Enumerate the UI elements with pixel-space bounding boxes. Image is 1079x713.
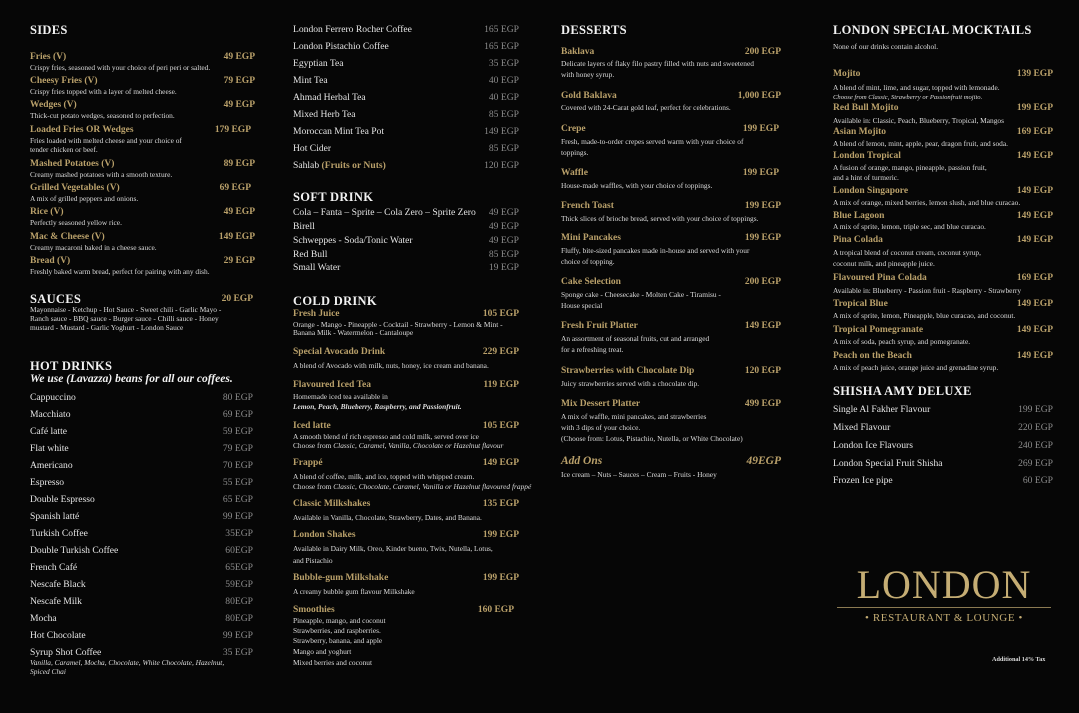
item-price: 149 EGP: [1016, 151, 1053, 161]
item-name: Cheesy Fries (V): [30, 76, 98, 86]
item-name: London Singapore: [833, 186, 909, 196]
drink-name: Macchiato: [30, 409, 71, 420]
shisha-name: London Special Fruit Shisha: [833, 458, 943, 469]
item-name: Fresh Juice: [293, 309, 340, 319]
drink-price: 80 EGP: [222, 392, 253, 403]
item-description: A blend of Avocado with milk, nuts, honey, ice cream and banana.: [293, 361, 489, 370]
drink-price: 59 EGP: [222, 426, 253, 437]
drink-name: Flat white: [30, 443, 69, 454]
item-price: 79 EGP: [223, 76, 255, 86]
smoothie-option: Strawberries, and raspberries.: [293, 626, 381, 635]
item-description: Orange - Mango - Pineapple - Cocktail - Strawberry - Lemon & Mint -: [293, 320, 503, 329]
drink-price: 49 EGP: [488, 207, 519, 218]
item-price: 149 EGP: [1016, 186, 1053, 196]
item-description: Fresh, made-to-order crepes served warm with your choice of: [561, 137, 744, 146]
item-description: A fusion of orange, mango, pineapple, passion fruit,: [833, 163, 987, 172]
item-description: Available in: Classic, Peach, Blueberry, Tropical, Mangos: [833, 116, 1004, 125]
item-description: toppings.: [561, 148, 589, 157]
syrup-flavours: Vanilla, Caramel, Mocha, Chocolate, White Chocolate, Hazelnut,: [30, 658, 225, 667]
item-name: Loaded Fries OR Wedges: [30, 125, 134, 135]
shisha-name: Frozen Ice pipe: [833, 475, 893, 486]
shisha-price: 240 EGP: [1018, 440, 1053, 451]
hot-drinks-subtitle: We use (Lavazza) beans for all our coffees.: [30, 373, 233, 385]
item-description: A mix of waffle, mini pancakes, and strawberries: [561, 412, 707, 421]
item-description: Fries loaded with melted cheese and your choice of: [30, 136, 182, 145]
smoothie-option: Pineapple, mango, and coconut: [293, 616, 386, 625]
drink-name: [293, 160, 386, 171]
drink-price: 55 EGP: [222, 477, 253, 488]
drink-name: Cola – Fanta – Sprite – Cola Zero – Sprite Zero: [293, 207, 476, 218]
item-name: Frappé: [293, 458, 323, 468]
item-price: 120 EGP: [744, 366, 781, 376]
drink-price: 165 EGP: [484, 24, 519, 35]
item-name: Pina Colada: [833, 235, 883, 245]
sauces-list: Ranch sauce - BBQ sauce - Burger sauce - Chilli sauce - Honey: [30, 314, 219, 323]
drink-price: 85 EGP: [488, 109, 519, 120]
item-description: Thick-cut potato wedges, seasoned to perfection.: [30, 111, 175, 120]
item-price: 179 EGP: [214, 125, 251, 135]
drink-price: 49 EGP: [488, 235, 519, 246]
item-description: Thick slices of brioche bread, served with your choice of toppings.: [561, 214, 759, 223]
drink-name: Double Espresso: [30, 494, 95, 505]
item-description: A mix of soda, peach syrup, and pomegranate.: [833, 337, 971, 346]
drink-price: 80EGP: [225, 596, 253, 607]
item-price: 69 EGP: [219, 183, 251, 193]
drink-price: 40 EGP: [488, 75, 519, 86]
drink-name: Americano: [30, 460, 73, 471]
smoothie-option: Mango and yoghurt: [293, 647, 352, 656]
drink-price: 49 EGP: [488, 221, 519, 232]
item-name: Bread (V): [30, 256, 71, 266]
drink-price: 99 EGP: [222, 630, 253, 641]
drink-price: 69 EGP: [222, 409, 253, 420]
restaurant-logo: [833, 563, 1055, 624]
drink-name: Red Bull: [293, 249, 328, 260]
item-name: Fries (V): [30, 52, 67, 62]
choose-label: Choose from: [293, 482, 334, 491]
item-price: 199 EGP: [1016, 103, 1053, 113]
item-name: Special Avocado Drink: [293, 347, 386, 357]
drink-price: 149 EGP: [484, 126, 519, 137]
item-description: Juicy strawberries served with a chocolate dip.: [561, 379, 700, 388]
shisha-name: Mixed Flavour: [833, 422, 891, 433]
item-price: 199 EGP: [482, 573, 519, 583]
item-price: 119 EGP: [483, 380, 519, 390]
drink-price: 40 EGP: [488, 92, 519, 103]
drink-price: 65 EGP: [222, 494, 253, 505]
item-description: A mix of peach juice, orange juice and grenadine syrup.: [833, 363, 999, 372]
item-name: Asian Mojito: [833, 127, 887, 137]
drink-name: Café latte: [30, 426, 68, 437]
item-description: A mix of grilled peppers and onions.: [30, 194, 139, 203]
item-flavours: [293, 482, 531, 492]
drink-name: Turkish Coffee: [30, 528, 88, 539]
smoothie-option: Mixed berries and coconut: [293, 658, 373, 667]
add-ons-price: 49EGP: [746, 455, 781, 467]
item-description: Freshly baked warm bread, perfect for pairing with any dish.: [30, 267, 210, 276]
item-name: Rice (V): [30, 207, 64, 217]
item-name: Mashed Potatoes (V): [30, 159, 115, 169]
item-name: Classic Milkshakes: [293, 499, 371, 509]
item-options: Choose from Classic, Strawberry or Passionfruit mojito.: [833, 94, 983, 101]
item-description: Homemade iced tea available in: [293, 392, 388, 401]
section-title-desserts: DESSERTS: [561, 23, 627, 37]
item-name: Tropical Pomegranate: [833, 325, 924, 335]
logo-wordmark: LONDON: [856, 562, 1032, 607]
drink-price: 60EGP: [225, 545, 253, 556]
drink-name: Double Turkish Coffee: [30, 545, 119, 556]
shisha-name: London Ice Flavours: [833, 440, 913, 451]
item-name: Fresh Fruit Platter: [561, 321, 638, 331]
drink-price: 99 EGP: [222, 511, 253, 522]
drink-name: Mint Tea: [293, 75, 328, 86]
item-description: House special: [561, 301, 603, 310]
drink-price: 70 EGP: [222, 460, 253, 471]
item-name: Baklava: [561, 47, 595, 57]
item-price: 149 EGP: [218, 232, 255, 242]
flavour-options: Classic, Chocolate, Caramel, Vanilla or Hazelnut flavoured frappé: [333, 482, 532, 491]
add-ons-list: Ice cream – Nuts – Sauces – Cream – Fruits - Honey: [561, 470, 717, 479]
item-description: coconut milk, and pineapple juice.: [833, 259, 935, 268]
item-name: Gold Baklava: [561, 91, 617, 101]
drink-name: Espresso: [30, 477, 65, 488]
item-price: 199 EGP: [742, 168, 779, 178]
item-name: Flavoured Iced Tea: [293, 380, 371, 390]
item-price: 149 EGP: [744, 321, 781, 331]
drink-name: London Ferrero Rocher Coffee: [293, 24, 412, 35]
item-name: Tropical Blue: [833, 299, 888, 309]
item-name: London Tropical: [833, 151, 901, 161]
item-name: Cake Selection: [561, 277, 621, 287]
item-price: 149 EGP: [1016, 299, 1053, 309]
section-title-soft-drink: SOFT DRINK: [293, 190, 374, 204]
item-description: for a refreshing treat.: [561, 345, 624, 354]
item-description: A mix of sprite, lemon, triple sec, and blue curacao.: [833, 222, 986, 231]
drink-price: 19 EGP: [488, 262, 519, 273]
drink-name: Small Water: [293, 262, 341, 273]
drink-price: 59EGP: [225, 579, 253, 590]
drink-price: 35 EGP: [222, 647, 253, 658]
item-price: 135 EGP: [482, 499, 519, 509]
sahlab-options: (Fruits or Nuts): [321, 160, 386, 171]
item-price: 149 EGP: [1016, 325, 1053, 335]
drink-price: 35 EGP: [488, 58, 519, 69]
item-price: 139 EGP: [1016, 69, 1053, 79]
item-price: 149 EGP: [1016, 351, 1053, 361]
item-name: French Toast: [561, 201, 614, 211]
item-price: 199 EGP: [744, 201, 781, 211]
sahlab-name: Sahlab: [293, 160, 322, 171]
sauces-list: Mayonnaise - Ketchup - Hot Sauce - Sweet chili - Garlic Mayo -: [30, 305, 222, 314]
item-price: 499 EGP: [744, 399, 781, 409]
drink-name: Mixed Herb Tea: [293, 109, 356, 120]
item-description: with 3 dips of your choice.: [561, 423, 641, 432]
shisha-price: 199 EGP: [1018, 404, 1053, 415]
item-name: Mini Pancakes: [561, 233, 621, 243]
item-description: Available in Vanilla, Chocolate, Strawberry, Dates, and Banana.: [293, 513, 482, 522]
item-price: 49 EGP: [223, 52, 255, 62]
item-description: choice of topping.: [561, 257, 615, 266]
drink-name: Moroccan Mint Tea Pot: [293, 126, 385, 137]
drink-name: Mocha: [30, 613, 57, 624]
drink-name: Birell: [293, 221, 315, 232]
item-price: 29 EGP: [223, 256, 255, 266]
syrup-flavours: Spiced Chai: [30, 667, 66, 676]
item-name: Mix Dessert Platter: [561, 399, 641, 409]
item-price: 200 EGP: [744, 47, 781, 57]
item-name: Red Bull Mojito: [833, 103, 899, 113]
item-name: London Shakes: [293, 530, 356, 540]
item-name: Mac & Cheese (V): [30, 232, 105, 242]
item-name: Peach on the Beach: [833, 351, 912, 361]
item-name: Crepe: [561, 124, 586, 134]
drink-price: 85 EGP: [488, 143, 519, 154]
shisha-price: 60 EGP: [1022, 475, 1053, 486]
item-description: and Pistachio: [293, 556, 333, 565]
item-description: A smooth blend of rich espresso and cold milk, served over ice: [293, 432, 479, 441]
item-price: 169 EGP: [1016, 273, 1053, 283]
drink-name: French Café: [30, 562, 78, 573]
drink-price: 79 EGP: [222, 443, 253, 454]
sauces-list: mustard - Mustard - Garlic Yoghurt - London Sauce: [30, 323, 184, 332]
item-price: 199 EGP: [482, 530, 519, 540]
item-name: Smoothies: [293, 605, 335, 615]
alcohol-note: None of our drinks contain alcohol.: [833, 42, 939, 51]
item-description: An assortment of seasonal fruits, cut and arranged: [561, 334, 710, 343]
drink-price: 35EGP: [225, 528, 253, 539]
item-description: Crispy fries topped with a layer of melted cheese.: [30, 87, 177, 96]
item-price: 105 EGP: [482, 309, 519, 319]
section-title-mocktails: LONDON SPECIAL MOCKTAILS: [833, 23, 1032, 37]
drink-name: Ahmad Herbal Tea: [293, 92, 366, 103]
item-description: Available in: Blueberry - Passion fruit - Raspberry - Strawberry: [833, 286, 1022, 295]
section-title-cold-drink: COLD DRINK: [293, 294, 377, 308]
drink-name: Hot Chocolate: [30, 630, 86, 641]
item-name: Blue Lagoon: [833, 211, 885, 221]
item-description: Covered with 24-Carat gold leaf, perfect for celebrations.: [561, 103, 731, 112]
item-price: 1,000 EGP: [737, 91, 781, 101]
item-name: Iced latte: [293, 421, 331, 431]
item-description: Available in Dairy Milk, Oreo, Kinder bueno, Twix, Nutella, Lotus,: [293, 544, 493, 553]
item-name: Bubble-gum Milkshake: [293, 573, 389, 583]
drink-name: Hot Cider: [293, 143, 332, 154]
drink-price: 165 EGP: [484, 41, 519, 52]
drink-name: Nescafe Black: [30, 579, 86, 590]
shisha-price: 220 EGP: [1018, 422, 1053, 433]
item-price: 199 EGP: [742, 124, 779, 134]
drink-price: 80EGP: [225, 613, 253, 624]
drink-name: London Pistachio Coffee: [293, 41, 389, 52]
item-name: Mojito: [833, 69, 861, 79]
item-price: 149 EGP: [1016, 211, 1053, 221]
smoothie-option: Strawberry, banana, and apple: [293, 636, 383, 645]
drink-name: Syrup Shot Coffee: [30, 647, 102, 658]
drink-name: Spanish latté: [30, 511, 80, 522]
item-description: A blend of lemon, mint, apple, pear, dragon fruit, and soda.: [833, 139, 1008, 148]
item-description: Perfectly seasoned yellow rice.: [30, 218, 122, 227]
item-price: 169 EGP: [1016, 127, 1053, 137]
item-description: Sponge cake - Cheesecake - Molten Cake - Tiramisu -: [561, 290, 721, 299]
choose-label: Choose from: [293, 441, 334, 450]
item-price: 149 EGP: [482, 458, 519, 468]
item-description: with honey syrup.: [561, 70, 615, 79]
item-price: 49 EGP: [223, 100, 255, 110]
item-description: A blend of coffee, milk, and ice, topped with whipped cream.: [293, 472, 475, 481]
drink-name: Nescafe Milk: [30, 596, 82, 607]
tax-note: Additional 14% Tax: [992, 656, 1046, 663]
item-name: Wedges (V): [30, 100, 77, 110]
drink-name: Egyptian Tea: [293, 58, 344, 69]
item-description: Creamy mashed potatoes with a smooth texture.: [30, 170, 173, 179]
item-price: 200 EGP: [744, 277, 781, 287]
drink-name: Cappuccino: [30, 392, 76, 403]
item-description: Fluffy, bite-sized pancakes made in-house and served with your: [561, 246, 750, 255]
shisha-price: 269 EGP: [1018, 458, 1053, 469]
item-price: 149 EGP: [1016, 235, 1053, 245]
item-price: 89 EGP: [223, 159, 255, 169]
item-description: A blend of mint, lime, and sugar, topped with lemonade.: [833, 83, 1000, 92]
item-name: Flavoured Pina Colada: [833, 273, 927, 283]
item-description: Crispy fries, seasoned with your choice of peri peri or salted.: [30, 63, 211, 72]
logo-tagline: • RESTAURANT & LOUNGE •: [865, 612, 1023, 624]
item-name: Waffle: [561, 168, 588, 178]
item-price: 199 EGP: [744, 233, 781, 243]
item-name: Grilled Vegetables (V): [30, 183, 120, 193]
item-description: tender chicken or beef.: [30, 145, 98, 154]
item-description: A mix of sprite, lemon, Pineapple, blue curacao, and coconut.: [833, 311, 1016, 320]
item-price: 229 EGP: [482, 347, 519, 357]
item-description: A creamy bubble gum flavour Milkshake: [293, 587, 415, 596]
item-name: Strawberries with Chocolate Dip: [561, 366, 695, 376]
drink-name: Schweppes - Soda/Tonic Water: [293, 235, 413, 246]
sauces-price: 20 EGP: [221, 294, 253, 304]
add-ons-title: Add Ons: [561, 455, 603, 467]
section-title-sides: SIDES: [30, 23, 68, 37]
logo-divider: [837, 607, 1051, 608]
section-title-hot-drinks: HOT DRINKS: [30, 359, 113, 373]
item-description: Creamy macaroni baked in a cheese sauce.: [30, 243, 157, 252]
item-description: Banana Milk - Watermelon - Cantaloupe: [293, 328, 414, 337]
drink-price: 85 EGP: [488, 249, 519, 260]
item-description: (Choose from: Lotus, Pistachio, Nutella, or White Chocolate): [561, 434, 743, 443]
section-title-shisha: SHISHA AMY DELUXE: [833, 384, 972, 398]
item-description: A tropical blend of coconut cream, coconut syrup,: [833, 248, 981, 257]
item-price: 105 EGP: [482, 421, 519, 431]
item-description: Delicate layers of flaky filo pastry filled with nuts and sweetened: [561, 59, 754, 68]
drink-price: 120 EGP: [484, 160, 519, 171]
flavour-options: Classic, Caramel, Vanilla, Chocolate or Hazelnut flavour: [333, 441, 504, 450]
item-flavours: Lemon, Peach, Blueberry, Raspberry, and Passionfruit.: [293, 402, 462, 411]
shisha-name: Single Al Fakher Flavour: [833, 404, 931, 415]
drink-price: 65EGP: [225, 562, 253, 573]
item-description: and a hint of turmeric.: [833, 173, 899, 182]
item-price: 160 EGP: [477, 605, 514, 615]
item-price: 49 EGP: [223, 207, 255, 217]
section-title-sauces: SAUCES: [30, 292, 82, 306]
item-flavours: [293, 441, 503, 451]
item-description: A mix of orange, mixed berries, lemon slush, and blue curacao.: [833, 198, 1021, 207]
item-description: House-made waffles, with your choice of toppings.: [561, 181, 713, 190]
